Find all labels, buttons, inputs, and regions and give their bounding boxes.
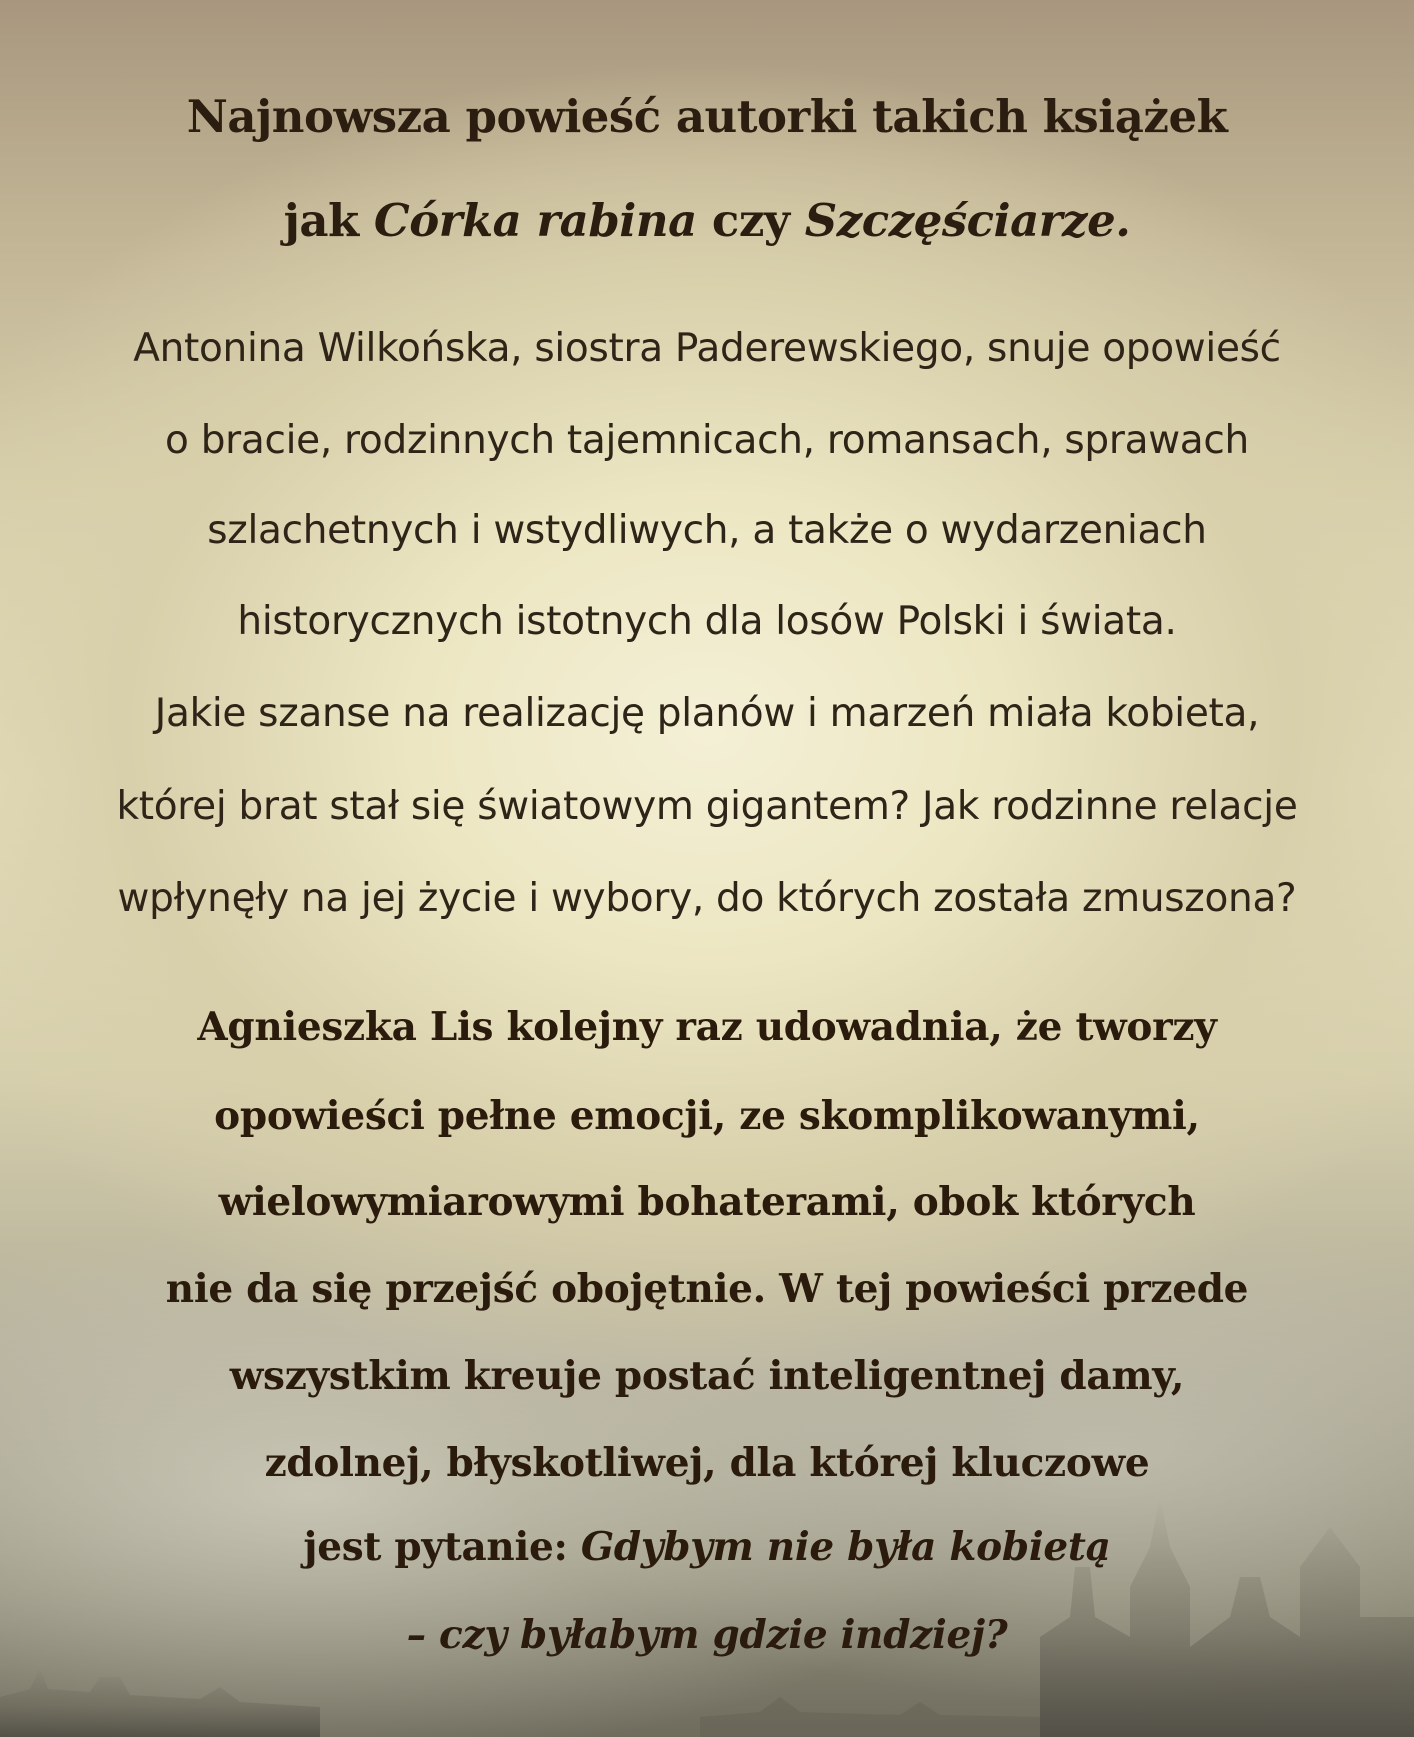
synopsis-line: Antonina Wilkońska, siostra Paderewskiego, snuje opowieść xyxy=(133,326,1281,371)
book-title-szczesciarze: Szczęściarze. xyxy=(804,194,1131,247)
blurb-line: zdolnej, błyskotliwej, dla której kluczowe xyxy=(264,1440,1150,1486)
synopsis-line: Jakie szanse na realizację planów i marzeń miała kobieta, xyxy=(154,691,1260,736)
blurb-line: Agnieszka Lis kolejny raz udowadnia, że tworzy xyxy=(197,1004,1217,1050)
headline-line-2 xyxy=(0,194,1414,247)
headline-middle: czy xyxy=(696,194,805,247)
blurb-line: opowieści pełne emocji, ze skomplikowanymi, xyxy=(214,1093,1200,1139)
blurb-line: wszystkim kreuje postać inteligentnej damy, xyxy=(229,1353,1185,1399)
question-part-2: – czy byłabym gdzie indziej? xyxy=(406,1612,1008,1658)
question-line-2 xyxy=(0,1612,1414,1658)
question-prefix: jest pytanie: xyxy=(303,1524,581,1570)
synopsis-line: szlachetnych i wstydliwych, a także o wydarzeniach xyxy=(207,508,1207,553)
question-part-1: Gdybym nie była kobietą xyxy=(580,1524,1111,1570)
synopsis-line: której brat stał się światowym gigantem? Jak rodzinne relacje xyxy=(116,784,1298,829)
synopsis-line: wpłynęły na jej życie i wybory, do których została zmuszona? xyxy=(117,876,1297,921)
synopsis-line: historycznych istotnych dla losów Polski i świata. xyxy=(237,599,1177,644)
headline-line-1: Najnowsza powieść autorki takich książek xyxy=(186,90,1228,143)
blurb-line: wielowymiarowymi bohaterami, obok których xyxy=(218,1179,1196,1225)
synopsis-line: o bracie, rodzinnych tajemnicach, romansach, sprawach xyxy=(165,418,1249,463)
question-line-1 xyxy=(0,1524,1414,1570)
blurb-line: nie da się przejść obojętnie. W tej powieści przede xyxy=(165,1266,1249,1312)
headline-prefix: jak xyxy=(283,194,374,247)
book-title-corka-rabina: Córka rabina xyxy=(373,194,697,247)
